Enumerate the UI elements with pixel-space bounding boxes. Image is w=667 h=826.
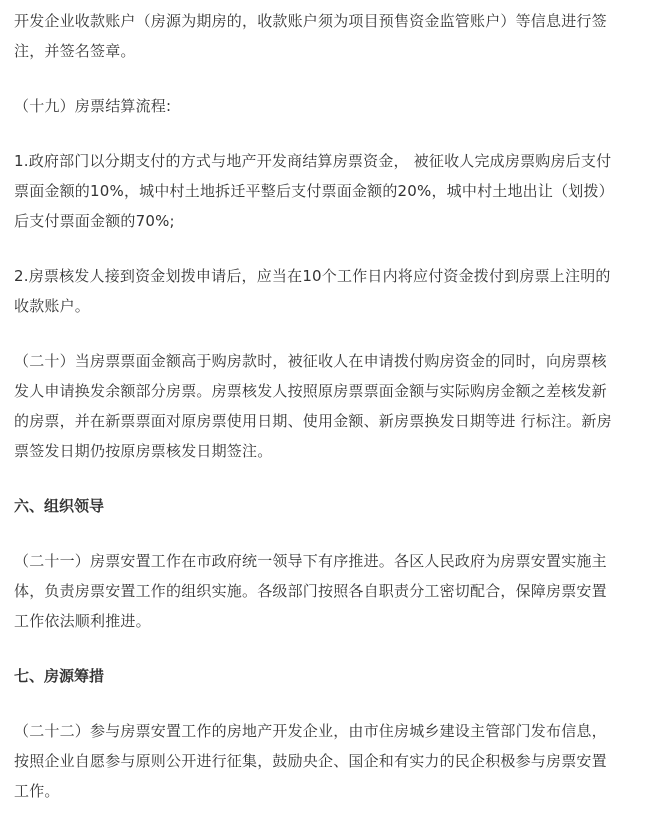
- paragraph-item-21: [14, 546, 656, 636]
- text-line: 开发企业收款账户（房源为期房的，收款账户须为项目预售资金监管账户）等信息进行签: [14, 12, 607, 30]
- section-heading-housing-sources: 七、房源筹措: [14, 667, 105, 685]
- text-line: （十九）房票结算流程:: [14, 97, 172, 115]
- section-heading-organization: 六、组织领导: [14, 497, 105, 515]
- paragraph-settlement-step-1: [14, 146, 656, 236]
- paragraph-item-22: [14, 716, 656, 806]
- text-line: 票面金额的10%，城中村土地拆迁平整后支付票面金额的20%，城中村土地出让（划拨）: [14, 182, 614, 200]
- text-line: （二十一）房票安置工作在市政府统一领导下有序推进。各区人民政府为房票安置实施主: [14, 552, 607, 570]
- paragraph-account-signing: [14, 6, 656, 66]
- paragraph-item-20: [14, 346, 656, 466]
- text-line: 按照企业自愿参与原则公开进行征集，鼓励央企、国企和有实力的民企积极参与房票安置: [14, 752, 607, 770]
- text-line: （二十）当房票票面金额高于购房款时，被征收人在申请拨付购房资金的同时，向房票核: [14, 352, 607, 370]
- text-line: 注，并签名签章。: [14, 42, 136, 60]
- text-line: 工作。: [14, 782, 60, 800]
- text-line: 体，负责房票安置工作的组织实施。各级部门按照各自职责分工密切配合，保障房票安置: [14, 582, 607, 600]
- text-line: 后支付票面金额的70%;: [14, 212, 175, 230]
- text-line: 的房票，并在新票票面对原房票使用日期、使用金额、新房票换发日期等进 行标注。新房: [14, 412, 612, 430]
- text-line: 发人申请换发余额部分房票。房票核发人按照原房票票面金额与实际购房金额之差核发新: [14, 382, 607, 400]
- text-line: 工作依法顺利推进。: [14, 612, 151, 630]
- text-line: 票签发日期仍按原房票核发日期签注。: [14, 442, 273, 460]
- text-line: 收款账户。: [14, 297, 91, 315]
- text-line: 1.政府部门以分期支付的方式与地产开发商结算房票资金， 被征收人完成房票购房后支付: [14, 152, 612, 170]
- text-line: （二十二）参与房票安置工作的房地产开发企业，由市住房城乡建设主管部门发布信息，: [14, 722, 607, 740]
- paragraph-settlement-title: [14, 91, 656, 121]
- article-body: [14, 6, 656, 806]
- paragraph-settlement-step-2: [14, 261, 656, 321]
- text-line: 2.房票核发人接到资金划拨申请后，应当在10个工作日内将应付资金拨付到房票上注明的: [14, 267, 611, 285]
